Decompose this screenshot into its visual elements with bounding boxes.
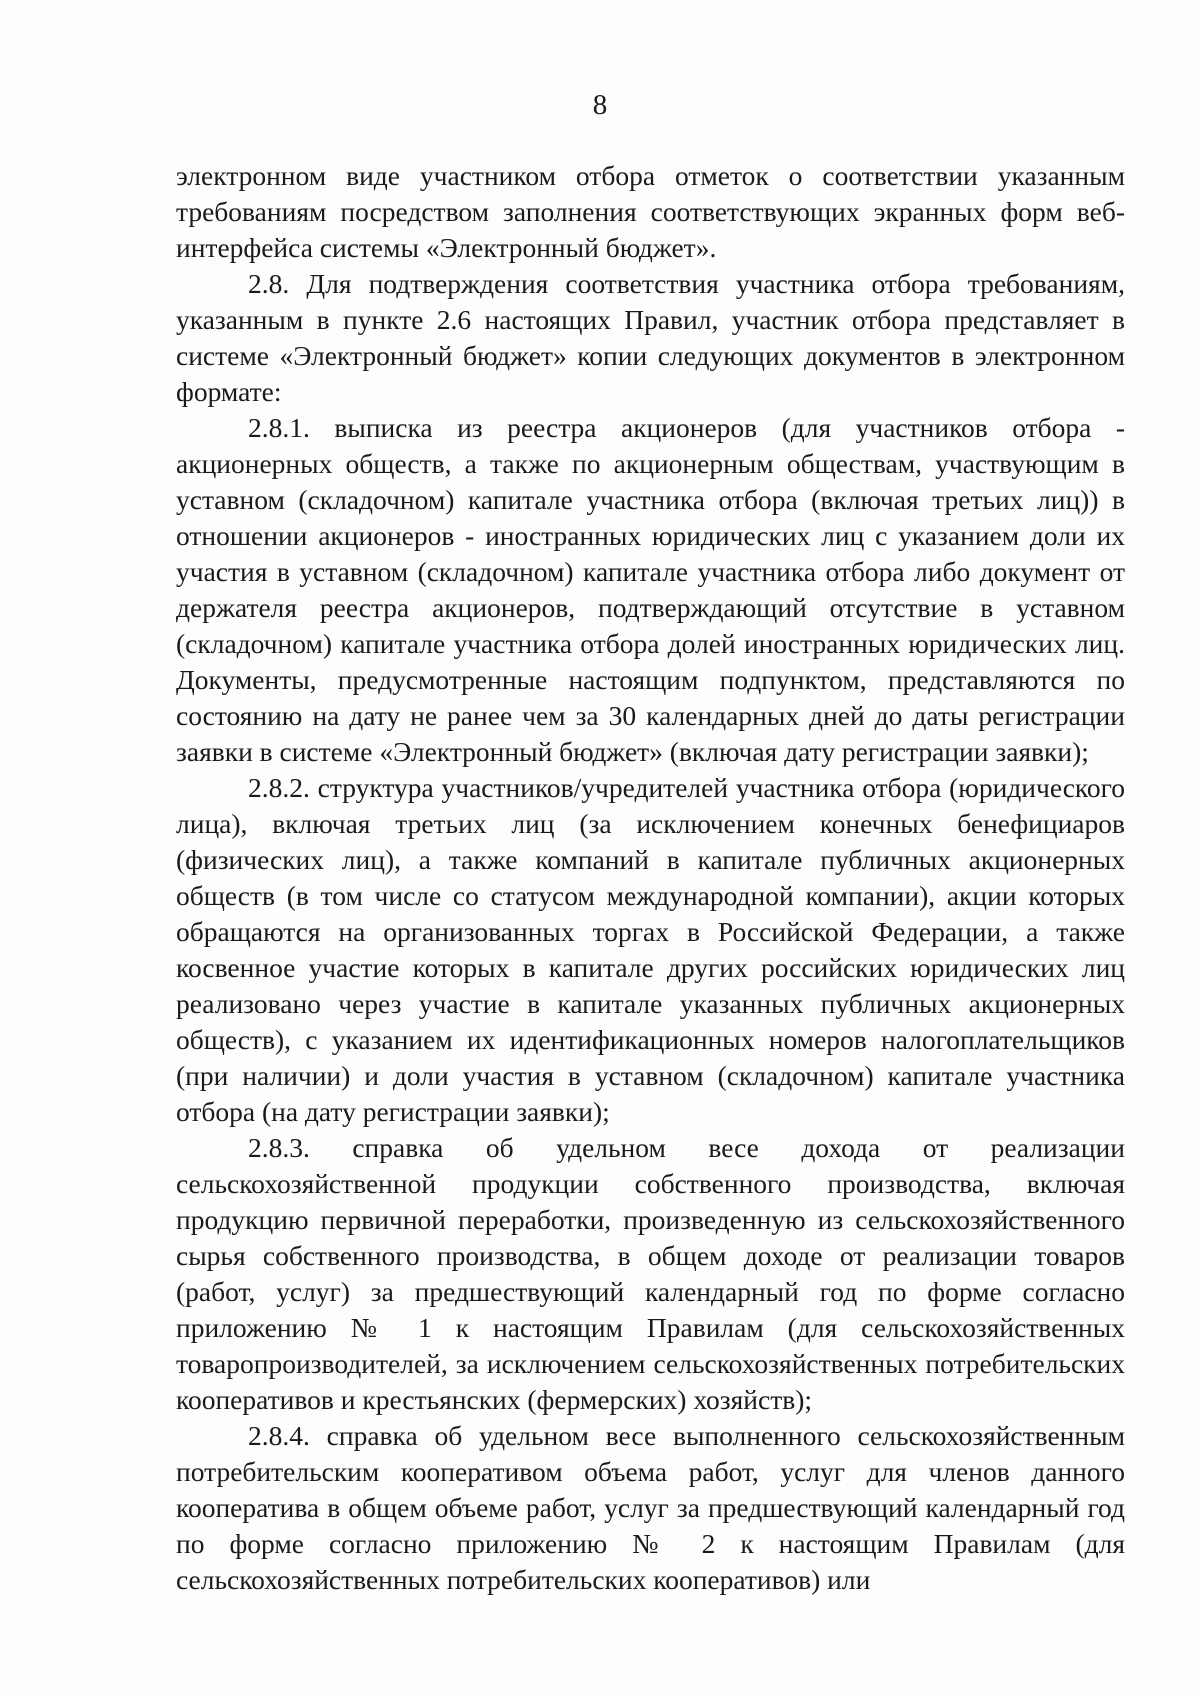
- paragraph-2-8-4: 2.8.4. справка об удельном весе выполненного сельскохозяйственным потребительским кооперативом объема работ, услуг для членов данного кооператива в общем объеме работ, услуг за предшествующий календарный год по форме согласно приложению № 2 к настоящим Правилам (для сельскохозяйственных потребительских кооперативов) или: [176, 1420, 1125, 1595]
- paragraph-2-8-3: 2.8.3. справка об удельном весе дохода от реализации сельскохозяйственной продукции собственного производства, включая продукцию первичной переработки, произведенную из сельскохозяйственного сырья собственного производства, в общем доходе от реализации товаров (работ, услуг) за предшествующий календарный год по форме согласно приложению № 1 к настоящим Правилам (для сельскохозяйственных товаропроизводителей, за исключением сельскохозяйственных потребительских кооперативов и крестьянских (фермерских) хозяйств);: [176, 1132, 1125, 1415]
- paragraph-2-8: 2.8. Для подтверждения соответствия участника отбора требованиям, указанным в пункте 2.6 настоящих Правил, участник отбора представляет в системе «Электронный бюджет» копии следующих документов в электронном формате:: [176, 268, 1125, 407]
- paragraph-2-8-2: 2.8.2. структура участников/учредителей участника отбора (юридического лица), включая третьих лиц (за исключением конечных бенефициаров (физических лиц), а также компаний в капитале публичных акционерных обществ (в том числе со статусом международной компании), акции которых обращаются на организованных торгах в Российской Федерации, а также косвенное участие которых в капитале других российских юридических лиц реализовано через участие в капитале указанных публичных акционерных обществ), с указанием их идентификационных номеров налогоплательщиков (при наличии) и доли участия в уставном (складочном) капитале участника отбора (на дату регистрации заявки);: [176, 772, 1125, 1127]
- page-number: 8: [592, 89, 608, 121]
- paragraph-continuation: электронном виде участником отбора отметок о соответствии указанным требованиям посредством заполнения соответствующих экранных форм веб-интерфейса системы «Электронный бюджет».: [176, 160, 1125, 263]
- document-body: [176, 158, 1125, 1598]
- paragraph-2-8-1: 2.8.1. выписка из реестра акционеров (для участников отбора - акционерных обществ, а также по акционерным обществам, участвующим в уставном (складочном) капитале участника отбора (включая третьих лиц)) в отношении акционеров - иностранных юридических лиц с указанием доли их участия в уставном (складочном) капитале участника отбора либо документ от держателя реестра акционеров, подтверждающий отсутствие в уставном (складочном) капитале участника отбора долей иностранных юридических лиц. Документы, предусмотренные настоящим подпунктом, представляются по состоянию на дату не ранее чем за 30 календарных дней до даты регистрации заявки в системе «Электронный бюджет» (включая дату регистрации заявки);: [176, 412, 1125, 767]
